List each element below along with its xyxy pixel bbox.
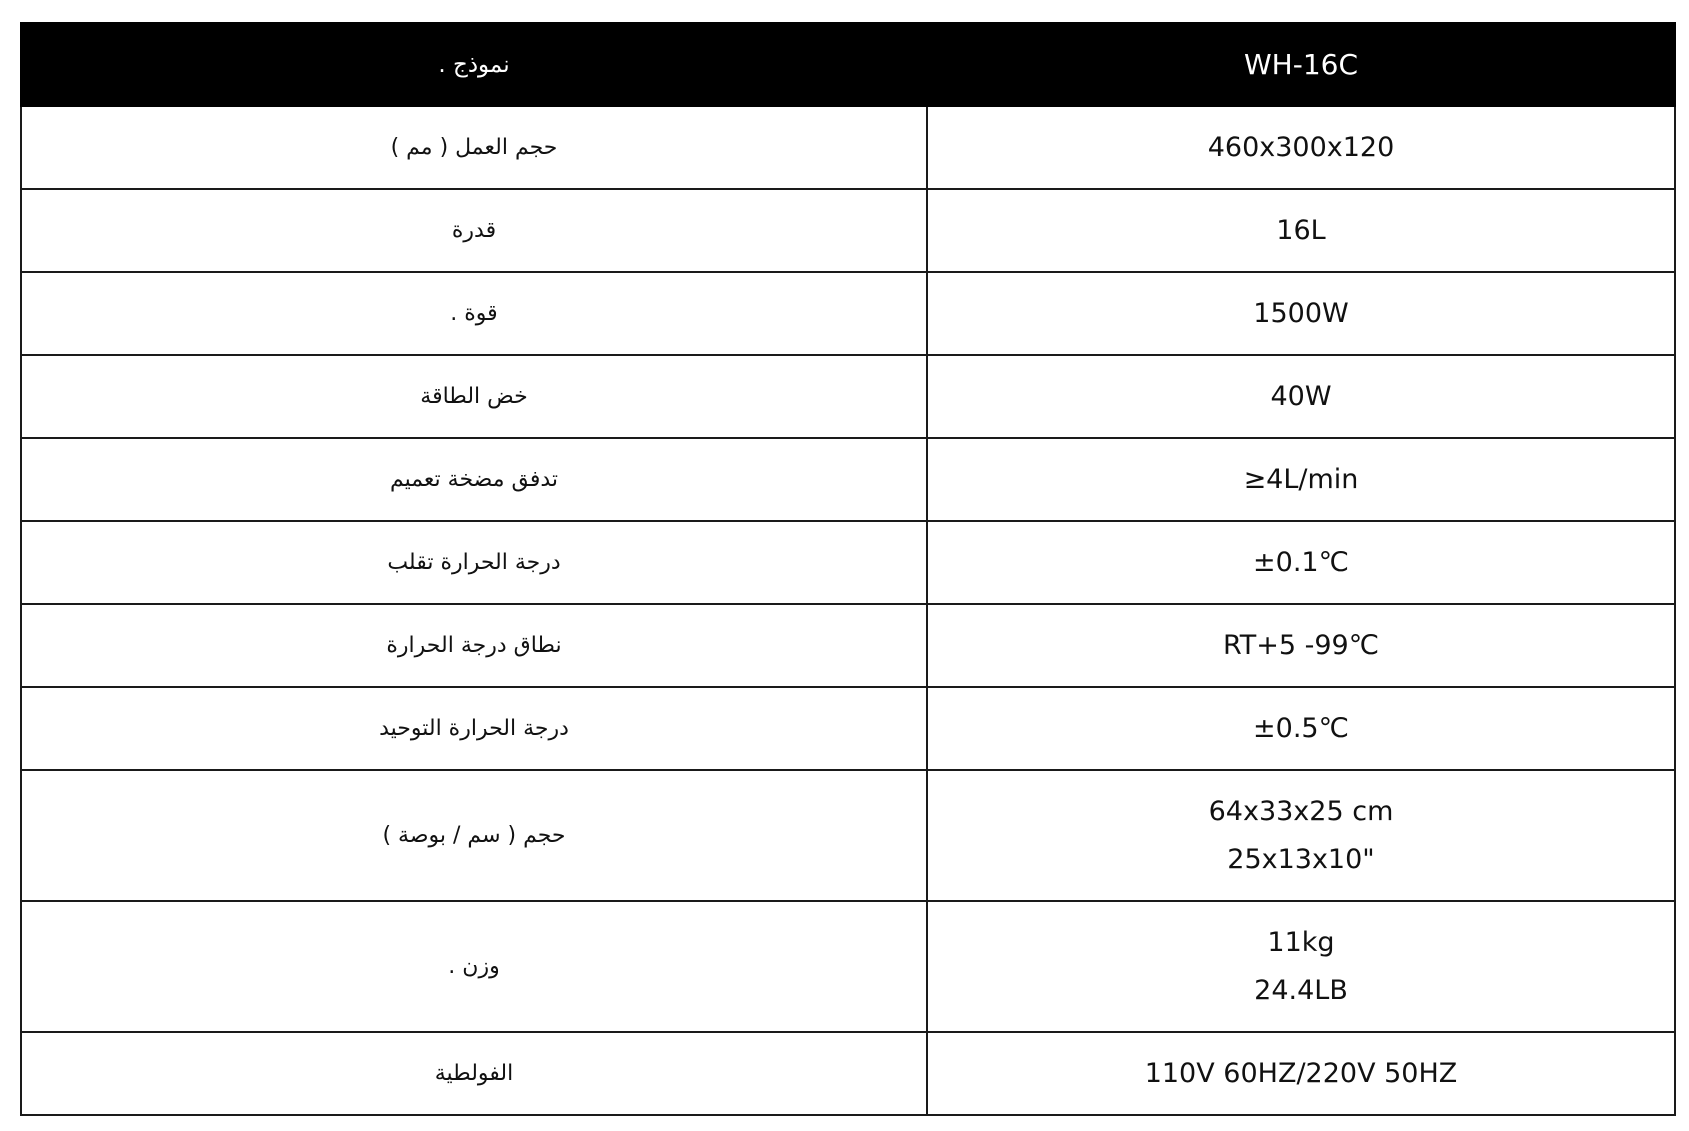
value-cell	[927, 687, 1675, 770]
row-label: درجة الحرارة تقلب	[387, 550, 561, 575]
row-label: حجم العمل ( مم )	[390, 135, 558, 160]
table-row	[21, 355, 1675, 438]
row-value: 40W	[1270, 380, 1332, 412]
row-value: ±0.5℃	[1253, 712, 1349, 744]
table-row	[21, 438, 1675, 521]
row-value: 460x300x120	[1207, 131, 1395, 163]
table-row	[21, 604, 1675, 687]
value-cell	[927, 521, 1675, 604]
table-row	[21, 521, 1675, 604]
row-label: وزن .	[448, 954, 500, 979]
header-row	[21, 23, 1675, 106]
header-value: WH-16C	[1243, 47, 1359, 81]
value-cell	[927, 770, 1675, 901]
table-row	[21, 106, 1675, 189]
row-value: 1500W	[1253, 297, 1349, 329]
table-row	[21, 687, 1675, 770]
table-row	[21, 1032, 1675, 1115]
table-row	[21, 901, 1675, 1032]
spec-table	[20, 22, 1676, 1116]
label-cell	[21, 355, 927, 438]
row-label: الفولطية	[434, 1061, 514, 1086]
header-label-cell	[21, 23, 927, 106]
value-cell	[927, 1032, 1675, 1115]
row-value: 110V 60HZ/220V 50HZ	[1144, 1057, 1458, 1089]
value-cell	[927, 189, 1675, 272]
label-cell	[21, 604, 927, 687]
row-label: خض الطاقة	[420, 384, 528, 409]
label-cell	[21, 1032, 927, 1115]
row-value-secondary: 24.4LB	[1254, 974, 1348, 1006]
label-cell	[21, 272, 927, 355]
table-row	[21, 272, 1675, 355]
value-cell	[927, 604, 1675, 687]
table-row	[21, 770, 1675, 901]
row-label: نطاق درجة الحرارة	[386, 633, 562, 658]
row-value: ±0.1℃	[1253, 546, 1349, 578]
row-label: تدفق مضخة تعميم	[389, 467, 559, 492]
header-value-cell	[927, 23, 1675, 106]
label-cell	[21, 106, 927, 189]
row-label: حجم ( سم / بوصة )	[382, 823, 566, 848]
row-value-secondary: 25x13x10"	[1227, 843, 1375, 875]
value-cell	[927, 106, 1675, 189]
row-value: 64x33x25 cm	[1208, 795, 1394, 827]
row-value: 16L	[1276, 214, 1326, 246]
value-cell	[927, 438, 1675, 521]
row-value: 11kg	[1267, 926, 1335, 958]
header-label: نموذج .	[438, 51, 510, 78]
value-cell	[927, 901, 1675, 1032]
label-cell	[21, 687, 927, 770]
row-value: ≥4L/min	[1243, 463, 1359, 495]
row-label: درجة الحرارة التوحيد	[379, 716, 569, 741]
label-cell	[21, 901, 927, 1032]
label-cell	[21, 438, 927, 521]
row-label: قوة .	[450, 301, 498, 326]
label-cell	[21, 521, 927, 604]
label-cell	[21, 770, 927, 901]
label-cell	[21, 189, 927, 272]
row-value: RT+5 -99℃	[1222, 629, 1380, 661]
table-row	[21, 189, 1675, 272]
value-cell	[927, 272, 1675, 355]
row-label: قدرة	[451, 218, 497, 243]
value-cell	[927, 355, 1675, 438]
